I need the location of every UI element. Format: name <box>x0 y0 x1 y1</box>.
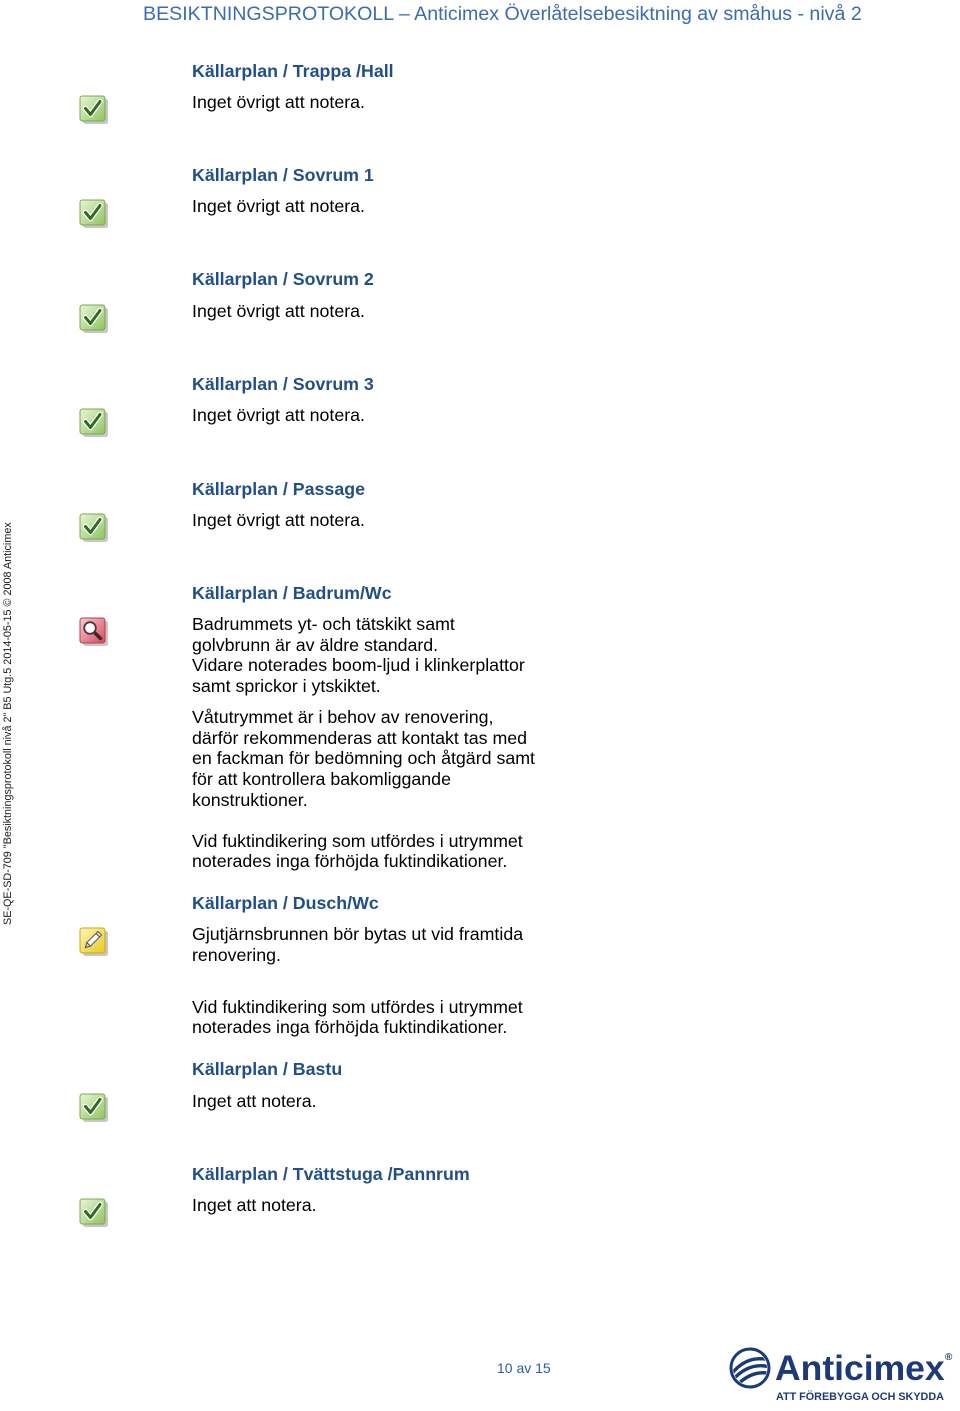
section-title: Källarplan / Badrum/Wc <box>192 583 392 603</box>
section-text-line: en fackman för bedömning och åtgärd samt <box>192 748 535 768</box>
check-icon <box>79 1093 109 1123</box>
section-text-line: Inget övrigt att notera. <box>192 301 365 321</box>
section-title: Källarplan / Trappa /Hall <box>192 61 394 81</box>
section-text-line: samt sprickor i ytskiktet. <box>192 676 381 696</box>
section-text-line: Inget övrigt att notera. <box>192 92 365 112</box>
section-title: Källarplan / Dusch/Wc <box>192 893 379 913</box>
section-text-line: Badrummets yt- och tätskikt samt <box>192 614 455 634</box>
section-text-line: konstruktioner. <box>192 790 308 810</box>
side-document-reference: SE-QE-SD-709 "Besiktningsprotokoll nivå 2" B5 Utg.5 2014-05-15 © 2008 Anticimex <box>2 522 14 925</box>
pencil-icon <box>79 927 109 957</box>
check-icon <box>79 1198 109 1228</box>
section-text-line: noterades inga förhöjda fuktindikationer. <box>192 1017 508 1037</box>
section-text-line: för att kontrollera bakomliggande <box>192 769 451 789</box>
section-text-line: Vid fuktindikering som utfördes i utrymmet <box>192 997 523 1017</box>
check-icon <box>79 304 109 334</box>
document-header-title: BESIKTNINGSPROTOKOLL – Anticimex Överlåtelsebesiktning av småhus - nivå 2 <box>143 3 862 25</box>
section-title: Källarplan / Sovrum 1 <box>192 165 374 185</box>
section-text-line: därför rekommenderas att kontakt tas med <box>192 728 528 748</box>
section-title: Källarplan / Sovrum 2 <box>192 269 374 289</box>
section-text-line: Inget övrigt att notera. <box>192 196 365 216</box>
logo-wordmark: Anticimex <box>775 1348 945 1388</box>
section-text-line: Vid fuktindikering som utfördes i utrymmet <box>192 831 523 851</box>
section-text-line: noterades inga förhöjda fuktindikationer. <box>192 851 508 871</box>
section-title: Källarplan / Passage <box>192 479 365 499</box>
check-icon <box>79 199 109 229</box>
section-text-line: golvbrunn är av äldre standard. <box>192 635 439 655</box>
logo-tagline: ATT FÖREBYGGA OCH SKYDDA <box>776 1391 944 1403</box>
section-text-line: renovering. <box>192 945 281 965</box>
logo-registered-mark: ® <box>945 1352 953 1363</box>
section-text-line: Gjutjärnsbrunnen bör bytas ut vid framtida <box>192 924 524 944</box>
check-icon <box>79 513 109 543</box>
section-text-line: Inget övrigt att notera. <box>192 405 365 425</box>
section-title: Källarplan / Sovrum 3 <box>192 374 374 394</box>
logo-emblem-icon <box>729 1347 771 1389</box>
magnifier-icon <box>79 617 109 647</box>
section-text-line: Vidare noterades boom-ljud i klinkerplattor <box>192 655 525 675</box>
section-text-line: Inget övrigt att notera. <box>192 510 365 530</box>
section-title: Källarplan / Bastu <box>192 1059 343 1079</box>
section-text-line: Inget att notera. <box>192 1091 317 1111</box>
section-title: Källarplan / Tvättstuga /Pannrum <box>192 1164 470 1184</box>
check-icon <box>79 408 109 438</box>
section-text-line: Våtutrymmet är i behov av renovering, <box>192 707 494 727</box>
section-text-line: Inget att notera. <box>192 1195 317 1215</box>
page-number: 10 av 15 <box>497 1360 551 1376</box>
check-icon <box>79 95 109 125</box>
